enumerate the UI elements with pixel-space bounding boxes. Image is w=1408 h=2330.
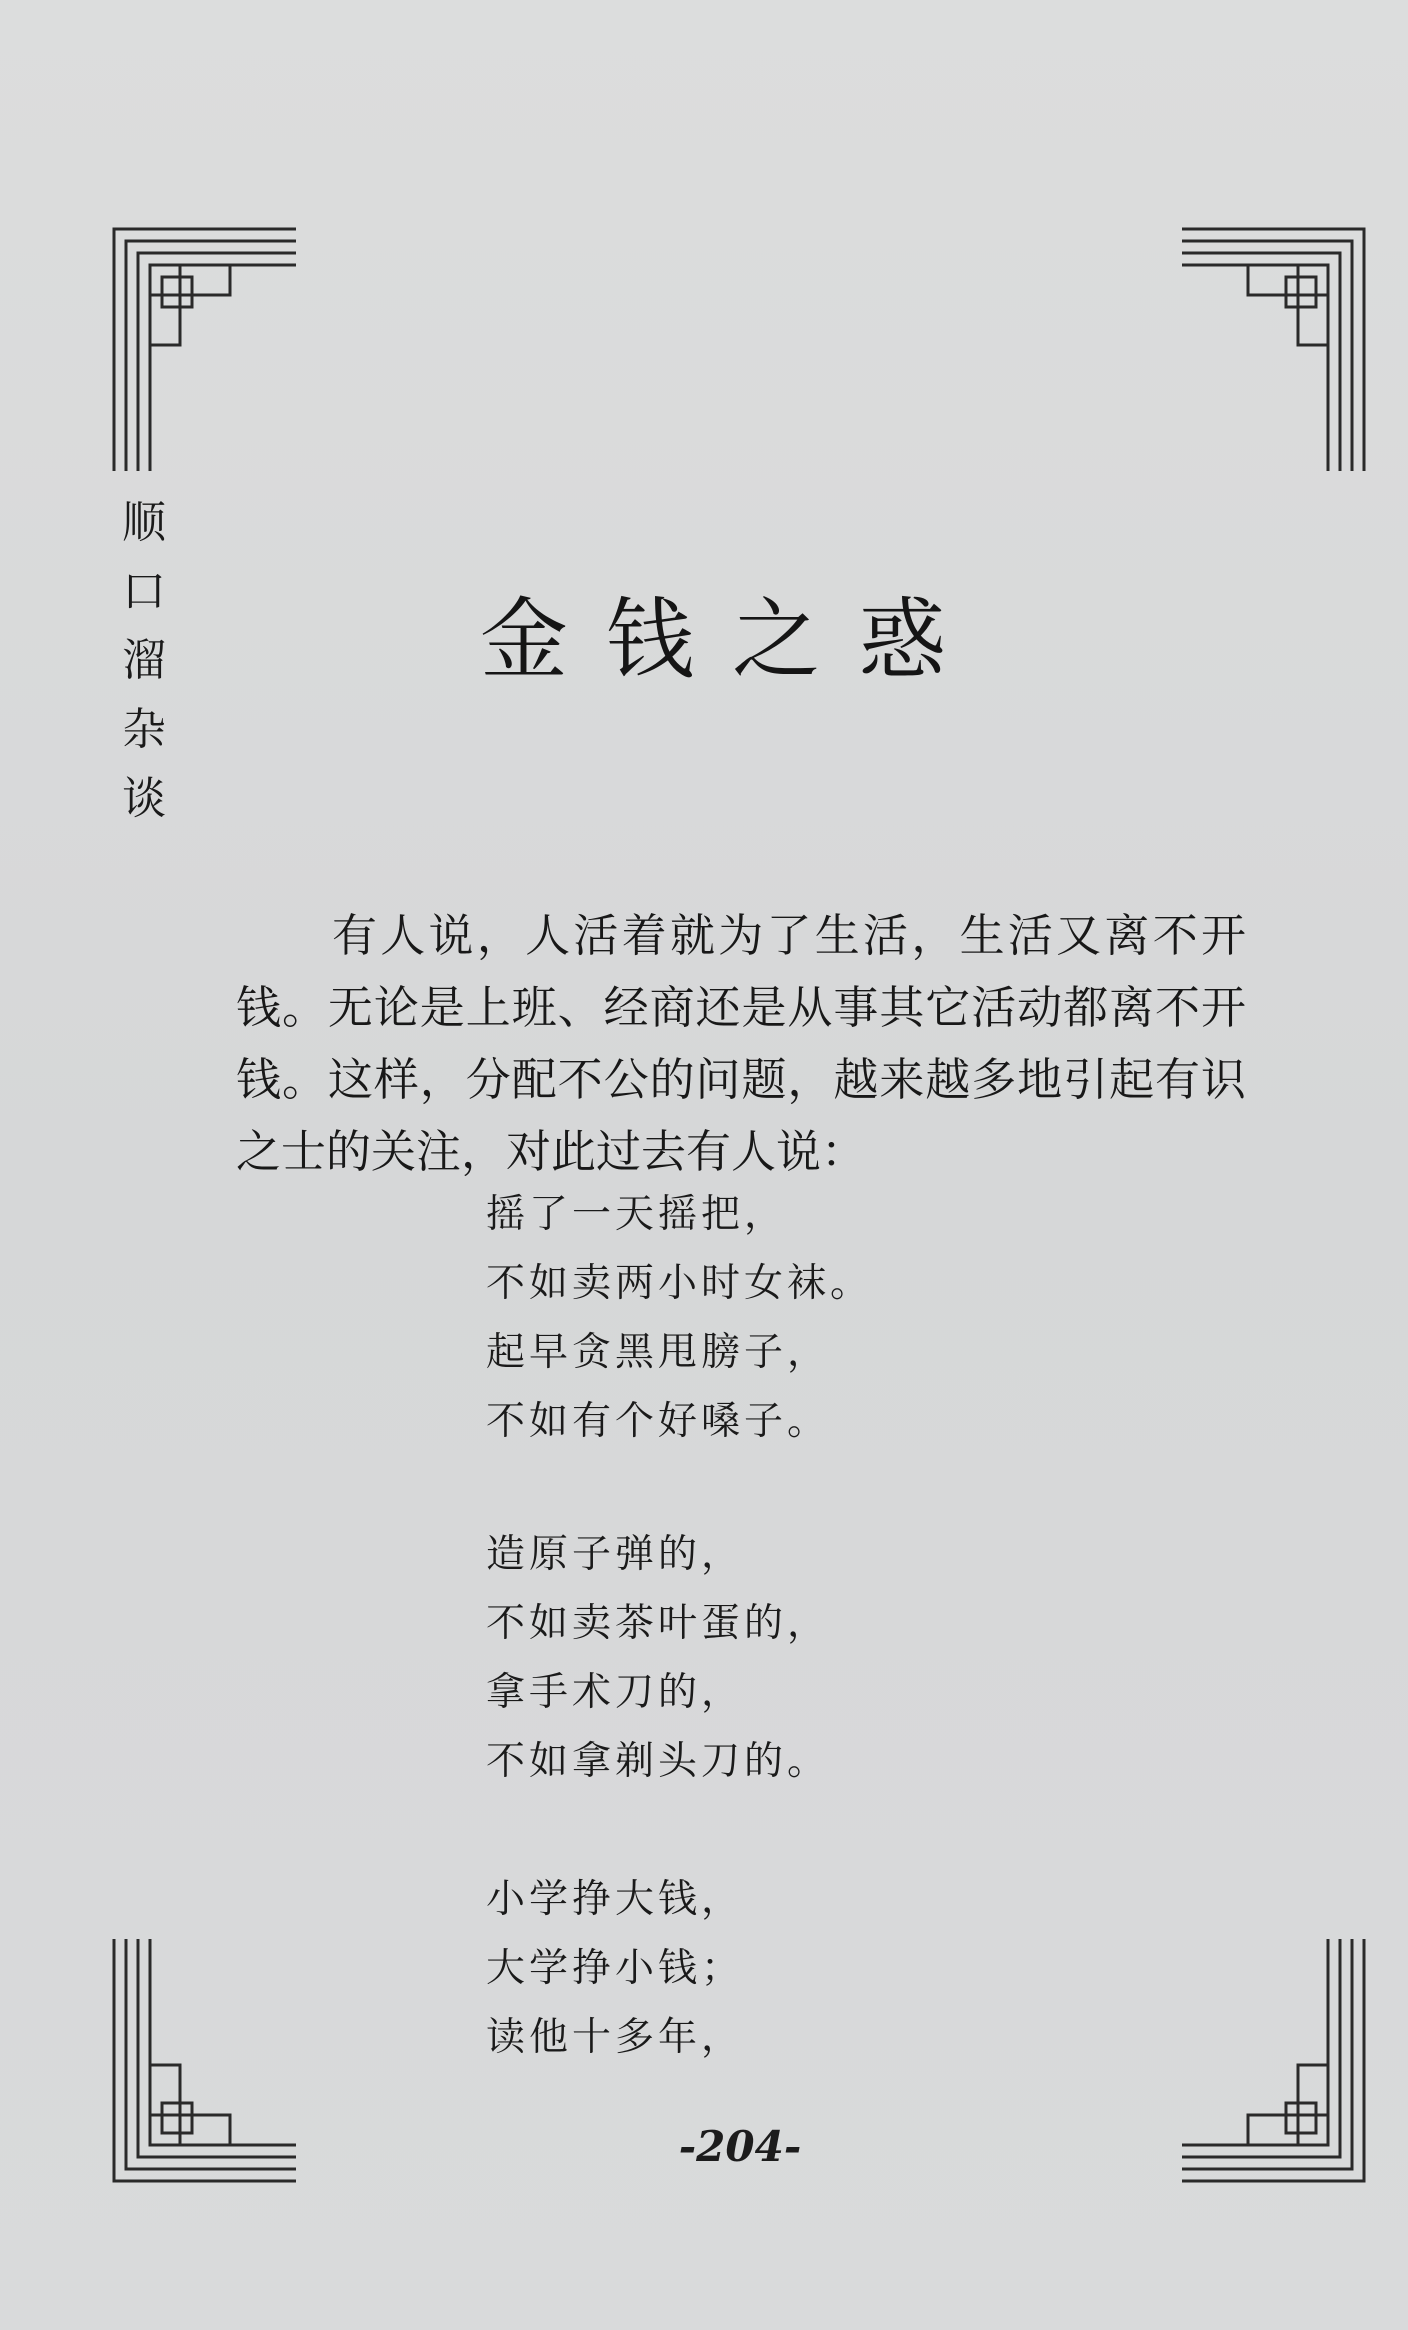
series-label-char: 杂 xyxy=(122,704,166,755)
verse-line: 不如卖两小时女袜。 xyxy=(486,1261,874,1306)
verse-line: 起早贪黑甩膀子， xyxy=(486,1330,831,1375)
series-label-char: 口 xyxy=(122,566,166,617)
verse-line: 读他十多年， xyxy=(486,2015,745,2060)
series-label-char: 谈 xyxy=(122,773,166,824)
page-title: 金钱之惑 xyxy=(480,588,985,691)
series-label-char: 顺 xyxy=(122,497,166,548)
body-text xyxy=(236,900,1246,1188)
series-label xyxy=(116,488,172,833)
corner-ornament-bottom-right xyxy=(1178,1935,1368,2185)
verse-stanza xyxy=(486,1180,873,1456)
corner-ornament-bottom-left xyxy=(110,1935,300,2185)
verse-stanza xyxy=(486,1865,744,2072)
page-number: -204- xyxy=(678,2122,802,2171)
verse-line: 拿手术刀的， xyxy=(486,1670,745,1715)
corner-ornament-top-left xyxy=(110,225,300,475)
verse-line: 不如拿剃头刀的。 xyxy=(486,1739,831,1784)
paragraph: 有人说，人活着就为了生活，生活又离不开钱。无论是上班、经商还是从事其它活动都离不开钱。这样，分配不公的问题，越来越多地引起有识之士的关注，对此过去有人说： xyxy=(236,909,1246,1178)
verse-line: 摇了一天摇把， xyxy=(486,1192,788,1237)
verse-line: 小学挣大钱， xyxy=(486,1877,745,1922)
series-label-char: 溜 xyxy=(122,635,166,686)
corner-ornament-top-right xyxy=(1178,225,1368,475)
verse-line: 不如卖茶叶蛋的， xyxy=(486,1601,831,1646)
verse-line: 大学挣小钱； xyxy=(486,1946,745,1991)
verse-line: 不如有个好嗓子。 xyxy=(486,1399,831,1444)
verse-line: 造原子弹的， xyxy=(486,1532,745,1577)
verse-stanza xyxy=(486,1520,830,1796)
